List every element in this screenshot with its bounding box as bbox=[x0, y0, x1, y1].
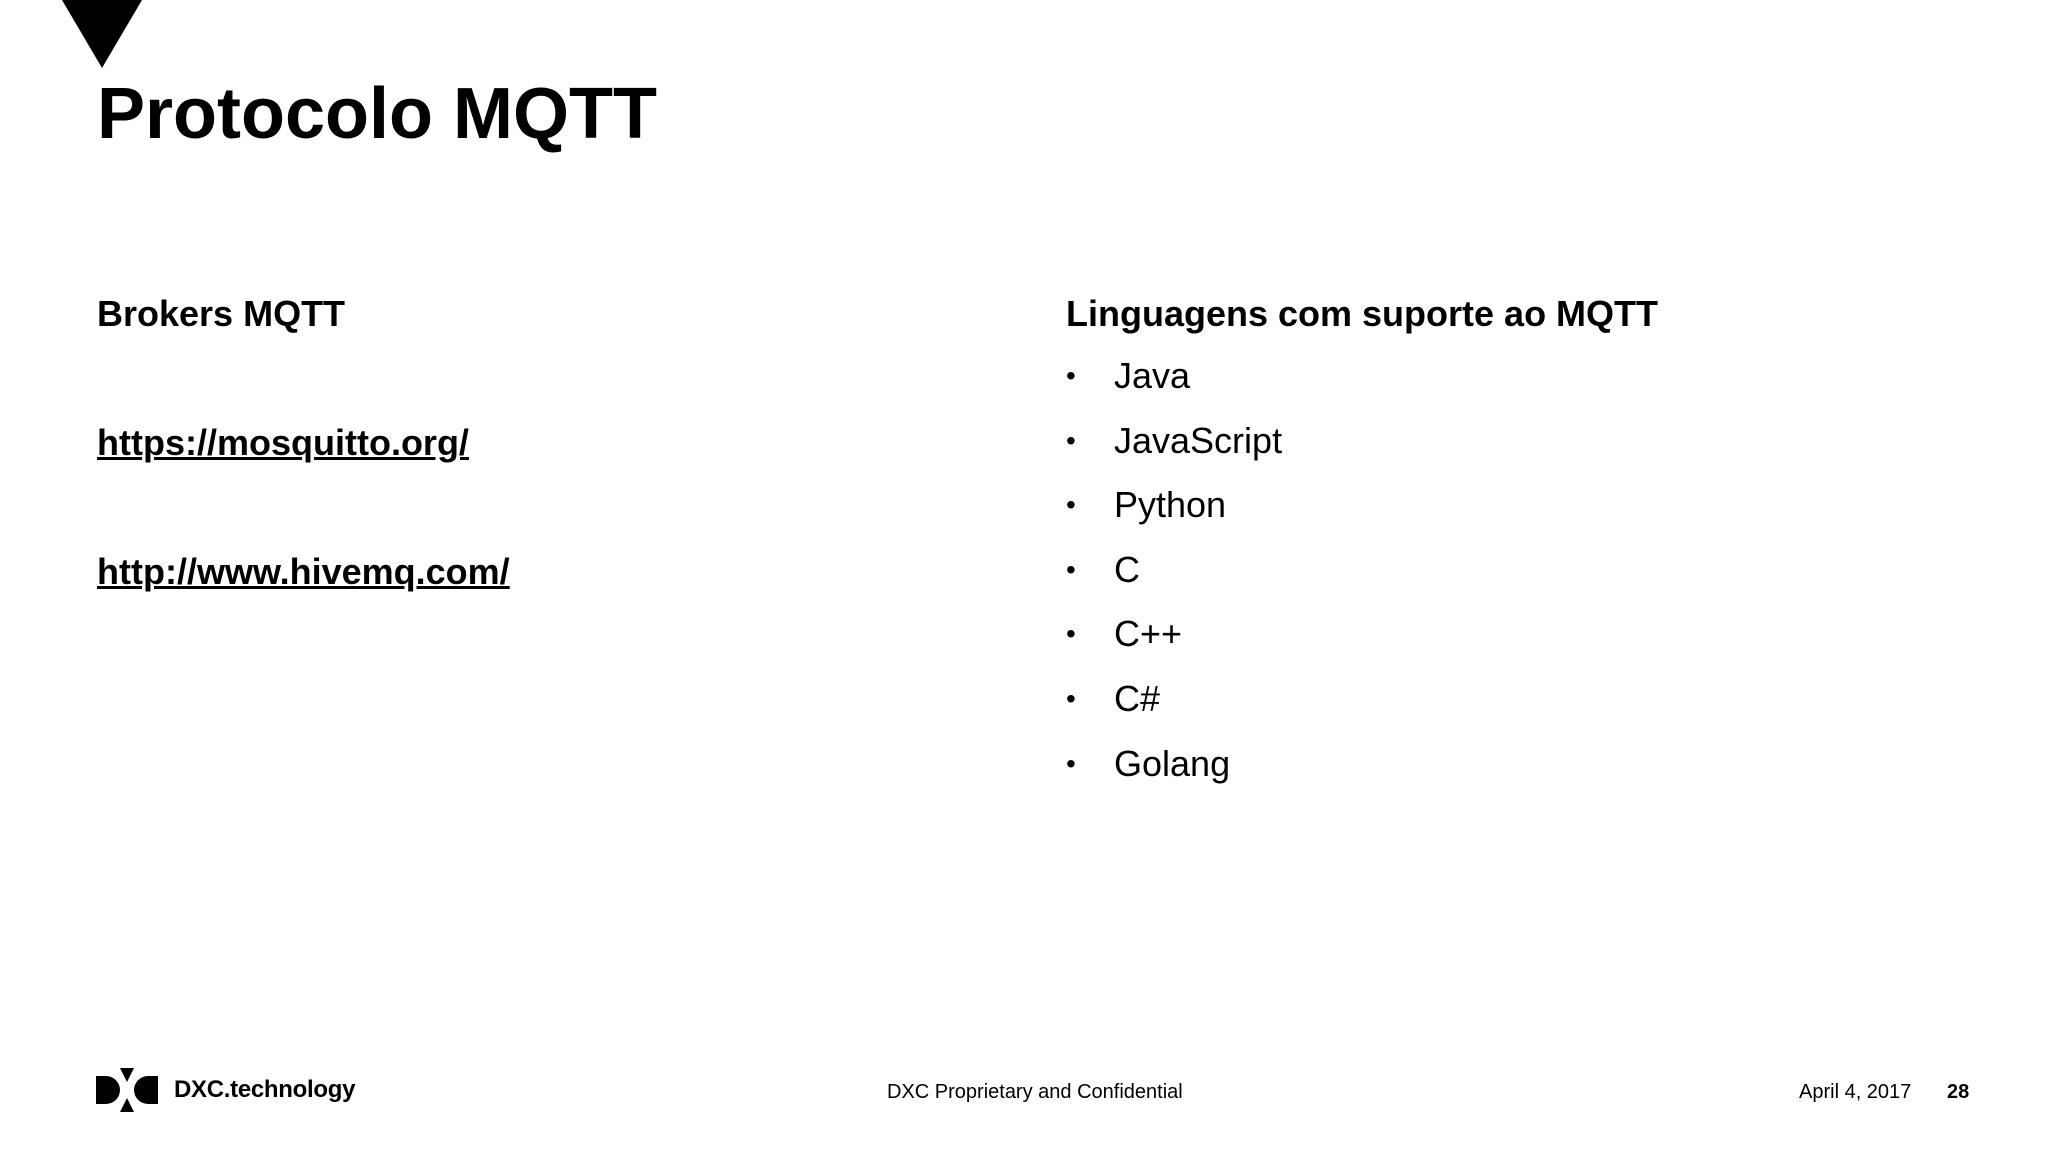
language-label: Golang bbox=[1114, 742, 1231, 784]
bullet-icon: • bbox=[1066, 489, 1076, 521]
languages-heading: Linguagens com suporte ao MQTT bbox=[1066, 293, 1659, 334]
corner-triangle-decoration bbox=[62, 0, 142, 68]
language-label: JavaScript bbox=[1114, 419, 1283, 461]
page-number: 28 bbox=[1947, 1081, 1970, 1103]
bullet-icon: • bbox=[1066, 682, 1076, 714]
brokers-heading: Brokers MQTT bbox=[97, 293, 346, 334]
bullet-icon: • bbox=[1066, 618, 1076, 650]
slide-title: Protocolo MQTT bbox=[97, 74, 657, 154]
language-label: C++ bbox=[1114, 613, 1183, 655]
bullet-icon: • bbox=[1066, 747, 1076, 779]
hivemq-link[interactable]: http://www.hivemq.com/ bbox=[97, 551, 510, 592]
language-label: C bbox=[1114, 548, 1140, 590]
language-label: C# bbox=[1114, 677, 1161, 719]
dxc-logo-icon bbox=[96, 1068, 158, 1112]
logo-wordmark: DXC.technology bbox=[174, 1076, 356, 1103]
bullet-icon: • bbox=[1066, 360, 1076, 391]
mosquitto-link[interactable]: https://mosquitto.org/ bbox=[97, 422, 469, 463]
language-label: Python bbox=[1114, 484, 1227, 526]
bullet-icon: • bbox=[1066, 553, 1076, 585]
confidentiality-note: DXC Proprietary and Confidential bbox=[887, 1081, 1183, 1103]
footer-date: April 4, 2017 bbox=[1799, 1081, 1912, 1103]
language-label: Java bbox=[1114, 355, 1191, 396]
footer-logo bbox=[96, 1068, 355, 1112]
bullet-icon: • bbox=[1066, 424, 1076, 456]
